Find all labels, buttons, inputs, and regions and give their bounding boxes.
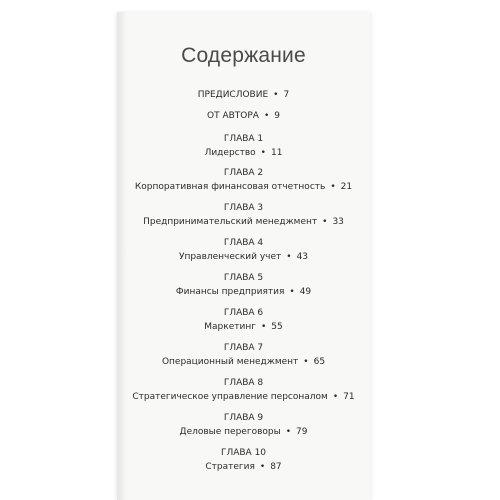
toc-chapter-title: Деловые переговоры <box>179 427 281 437</box>
toc-chapter-page: 87 <box>270 462 282 472</box>
page-title: Содержание <box>181 44 306 67</box>
toc-chapter-title: Стратегическое управление персоналом <box>132 392 328 402</box>
toc-chapter-entry <box>117 287 370 297</box>
toc-chapter-heading: ГЛАВА 8 <box>223 378 264 388</box>
left-margin <box>0 0 8 500</box>
toc-chapter-heading: ГЛАВА 6 <box>223 308 264 318</box>
toc-separator: • <box>286 252 292 262</box>
toc-separator: • <box>263 111 270 121</box>
toc-chapter-heading: ГЛАВА 5 <box>223 273 264 283</box>
toc-separator: • <box>330 182 336 192</box>
toc-separator: • <box>322 217 328 227</box>
toc-separator: • <box>260 322 267 332</box>
toc-entry-label: ПРЕДИСЛОВИЕ <box>197 90 269 100</box>
toc-chapter-title: Стратегия <box>205 462 255 472</box>
toc-chapter-heading: ГЛАВА 9 <box>223 413 264 423</box>
toc-chapter-title: Операционный менеджмент <box>161 357 299 367</box>
toc-chapter-page: 71 <box>343 392 355 402</box>
toc-entry-preface <box>117 90 370 100</box>
toc-chapter-title: Корпоративная финансовая отчетность <box>134 182 326 192</box>
toc-separator: • <box>332 392 339 402</box>
toc-separator: • <box>273 90 279 100</box>
toc-chapter-entry <box>117 148 370 158</box>
toc-chapter-title: Маркетинг <box>204 322 256 332</box>
toc-chapter-page: 11 <box>270 148 283 158</box>
toc-chapter-title: Финансы предприятия <box>175 287 285 297</box>
toc-chapter-heading: ГЛАВА 4 <box>223 238 264 248</box>
toc-chapter-heading: ГЛАВА 1 <box>223 134 264 144</box>
toc-chapter-page: 65 <box>313 357 326 367</box>
toc-chapter-page: 49 <box>299 287 312 297</box>
toc-chapter-page: 79 <box>296 427 308 437</box>
toc-chapter-entry <box>117 357 370 367</box>
toc-chapter-heading: ГЛАВА 10 <box>220 448 267 458</box>
toc-entry-label: ОТ АВТОРА <box>207 111 259 121</box>
toc-chapter-entry <box>117 252 370 262</box>
toc-chapter-entry <box>117 322 370 332</box>
toc-chapter-entry <box>117 182 370 192</box>
toc-chapter-page: 33 <box>332 217 344 227</box>
toc-entry-page: 9 <box>274 111 280 121</box>
toc-entry-author-note <box>117 111 370 121</box>
toc-chapter-entry <box>117 217 370 227</box>
toc-chapter-heading: ГЛАВА 3 <box>223 203 264 213</box>
toc-separator: • <box>260 148 266 158</box>
toc-chapter-entry <box>117 427 370 437</box>
toc-chapter-page: 55 <box>271 322 283 332</box>
toc-chapter-page: 21 <box>340 182 353 192</box>
toc-chapter-title: Предпринимательский менеджмент <box>143 217 318 227</box>
toc-separator: • <box>259 462 266 472</box>
toc-separator: • <box>289 287 295 297</box>
toc-chapter-entry <box>117 462 370 472</box>
table-of-contents <box>117 0 370 500</box>
toc-entry-page: 7 <box>283 90 290 100</box>
toc-separator: • <box>285 427 292 437</box>
toc-chapter-heading: ГЛАВА 7 <box>223 343 264 353</box>
toc-chapter-title: Лидерство <box>204 148 256 158</box>
toc-separator: • <box>303 357 309 367</box>
toc-chapter-page: 43 <box>296 252 309 262</box>
toc-chapter-entry <box>117 392 370 402</box>
toc-chapter-heading: ГЛАВА 2 <box>223 168 264 178</box>
toc-chapter-title: Управленческий учет <box>178 252 282 262</box>
